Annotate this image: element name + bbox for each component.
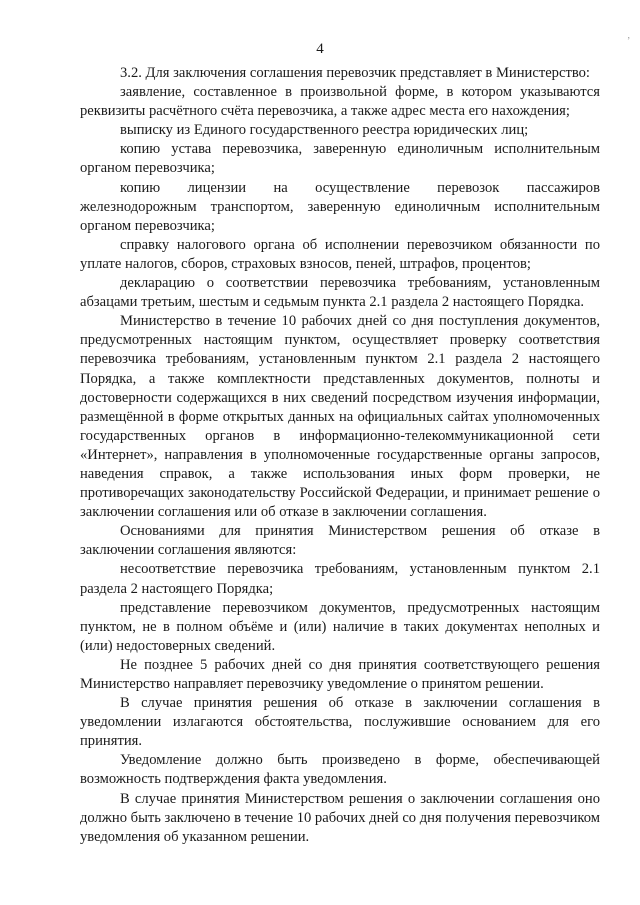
paragraph: Уведомление должно быть произведено в форме, обеспечивающей возможность подтверждения факта уведомления. — [80, 752, 600, 788]
paragraph: Министерство в течение 10 рабочих дней со дня поступления документов, предусмотренных настоящим пунктом, осуществляет проверку соответствия перевозчика требованиям, установленным пунктом 2.1 раздела 2 настоящего Порядка, а также комплектности представленных документов, полноты и достоверности содержащихся в них сведений посредством изучения информации, размещённой в форме открытых данных на официальных сайтах уполномоченных государственных органов в информационно-телекоммуникационной сети «Интернет», направления в уполномоченные государственные органы запросов, наведения справок, а также использования иных форм проверки, не противоречащих законодательству Российской Федерации, и принимает решение о заключении соглашения или об отказе в заключении соглашения. — [80, 313, 600, 521]
paragraph: Не позднее 5 рабочих дней со дня принятия соответствующего решения Министерство направляет перевозчику уведомление о принятом решении. — [80, 656, 600, 692]
paragraph: выписку из Единого государственного реестра юридических лиц; — [120, 122, 529, 139]
paragraph: заявление, составленное в произвольной форме, в котором указываются реквизиты расчётного счёта перевозчика, а также адрес места его нахождения; — [80, 84, 600, 120]
scan-mark: , — [627, 30, 630, 41]
document-body — [80, 64, 600, 847]
paragraph: Основаниями для принятия Министерством решения об отказе в заключении соглашения являются: — [80, 523, 600, 559]
paragraph: справку налогового органа об исполнении перевозчиком обязанности по уплате налогов, сборов, страховых взносов, пеней, штрафов, процентов; — [80, 236, 600, 272]
paragraph: В случае принятия решения об отказе в заключении соглашения в уведомлении излагаются обстоятельства, послужившие основанием для его принятия. — [80, 695, 600, 750]
paragraph: копию устава перевозчика, заверенную единоличным исполнительным органом перевозчика; — [80, 141, 600, 177]
paragraph: В случае принятия Министерством решения о заключении соглашения оно должно быть заключено в течение 10 рабочих дней со дня получения перевозчиком уведомления об указанном решении. — [80, 790, 601, 845]
paragraph: копию лицензии на осуществление перевозок пассажиров железнодорожным транспортом, заверенную единоличным исполнительным органом перевозчика; — [80, 179, 600, 234]
paragraph: представление перевозчиком документов, предусмотренных настоящим пунктом, не в полном объёме и (или) наличие в таких документах неполных и (или) недостоверных сведений. — [80, 599, 600, 654]
paragraph: декларацию о соответствии перевозчика требованиям, установленным абзацами третьим, шестым и седьмым пункта 2.1 раздела 2 настоящего Порядка. — [80, 275, 600, 311]
paragraph: 3.2. Для заключения соглашения перевозчик представляет в Министерство: — [120, 65, 590, 81]
paragraph: несоответствие перевозчика требованиям, установленным пунктом 2.1 раздела 2 настоящего Порядка; — [80, 561, 600, 597]
page-number: 4 — [316, 41, 324, 57]
